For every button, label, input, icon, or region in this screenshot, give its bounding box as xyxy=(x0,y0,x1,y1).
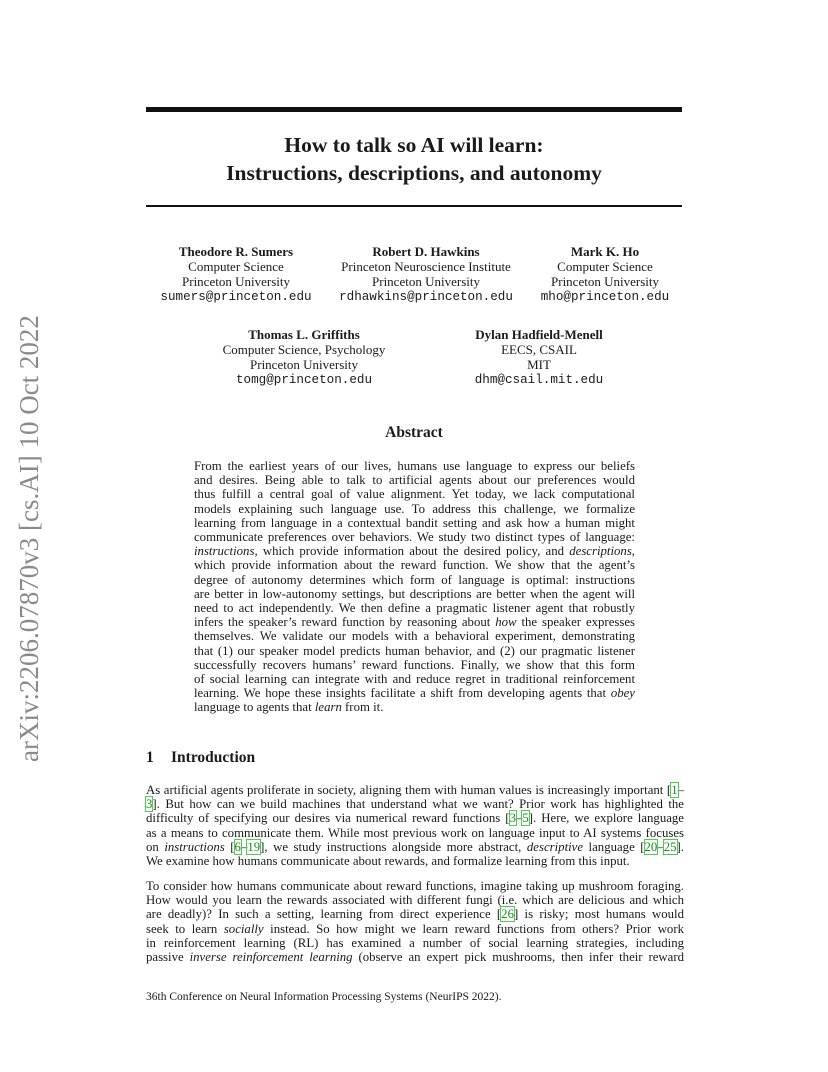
citation-link[interactable]: 5 xyxy=(522,811,529,826)
arxiv-identifier: arXiv:2206.07870v3 [cs.AI] 10 Oct 2022 xyxy=(14,315,44,762)
author-institution: Princeton University xyxy=(250,357,358,373)
author-email[interactable]: rdhawkins@princeton.edu xyxy=(339,289,513,304)
author-affiliation: EECS, CSAIL xyxy=(501,342,577,358)
abstract-line: successfully recovers humans’ reward functions. Finally, we show that this form xyxy=(194,657,635,672)
author-block xyxy=(212,327,396,388)
author-institution: Princeton University xyxy=(372,274,480,290)
top-rule xyxy=(146,107,682,112)
abstract-line: that (1) our speaker model predicts human behavior, and (2) our pragmatic listener xyxy=(194,643,635,658)
abstract-line: of social learning can integrate with and reduce regret in traditional reinforcement xyxy=(194,672,635,687)
paragraph-line: To consider how humans communicate about reward functions, imagine taking up mushroom foraging. xyxy=(146,879,684,893)
author-block xyxy=(154,244,318,305)
paragraph-line: As artificial agents proliferate in society, aligning them with human values is increasingly important [1– xyxy=(146,783,684,797)
citation-link[interactable]: 20 xyxy=(644,839,658,854)
section-heading xyxy=(146,749,255,767)
citation-link[interactable]: 1 xyxy=(671,783,678,797)
abstract-line: and desires. Being able to talk to artificial agents about our preferences would xyxy=(194,473,635,488)
author-affiliation: Computer Science, Psychology xyxy=(222,342,386,358)
citation-link[interactable]: 3 xyxy=(146,797,153,812)
abstract-line: infers the speaker’s reward function by reasoning about how the speaker expresses xyxy=(194,615,635,630)
author-email[interactable]: sumers@princeton.edu xyxy=(160,289,312,304)
paper-title xyxy=(146,131,682,187)
abstract-line: learning from language in a contextual bandit setting and ask how a human might xyxy=(194,515,635,530)
paragraph-line: as a means to communicate them. While most previous work on language input to AI systems focuses xyxy=(146,825,684,840)
author-email[interactable]: dhm@csail.mit.edu xyxy=(474,372,604,387)
paragraph-line: 3]. But how can we build machines that understand what we want? Prior work has highlighted the xyxy=(146,797,684,812)
paragraph-line: on instructions [6–19], we study instructions alongside more abstract, descriptive language [20–25]. xyxy=(146,839,684,854)
paragraph-line: are deadly)? In such a setting, learning from direct experience [26] is risky; most humans would xyxy=(146,907,684,922)
author-affiliation: Computer Science xyxy=(557,259,653,275)
abstract-line: instructions, which provide information about the desired policy, and descriptions, xyxy=(194,544,635,559)
author-block xyxy=(462,327,616,388)
citation-link[interactable]: 25 xyxy=(663,839,677,854)
title-line-1: How to talk so AI will learn: xyxy=(284,133,544,157)
paragraph-line: passive inverse reinforcement learning (observe an expert pick mushrooms, then infer their reward xyxy=(146,950,684,965)
author-name: Theodore R. Sumers xyxy=(178,244,294,259)
author-affiliation: Princeton Neuroscience Institute xyxy=(341,259,511,275)
author-block xyxy=(534,244,676,305)
citation-link[interactable]: 26 xyxy=(501,907,514,922)
author-institution: Princeton University xyxy=(551,274,659,290)
intro-paragraph xyxy=(146,783,684,868)
author-institution: MIT xyxy=(527,357,551,373)
author-affiliation: Computer Science xyxy=(188,259,284,275)
section-number: 1 xyxy=(146,749,154,766)
author-name: Mark K. Ho xyxy=(570,244,640,259)
abstract-line: are better in low-autonomy settings, but descriptions are better when the agent will xyxy=(194,586,635,601)
abstract-line: themselves. We validate our models with a behavioral experiment, demonstrating xyxy=(194,629,635,644)
paragraph-line: in reinforcement learning (RL) has examined a number of social learning strategies, including xyxy=(146,935,684,950)
abstract-line: need to act independently. We then define a pragmatic listener agent that robustly xyxy=(194,601,635,616)
paragraph-line: seek to learn socially instead. So how might we learn reward functions from others? Prior work xyxy=(146,921,684,936)
author-email[interactable]: mho@princeton.edu xyxy=(540,289,670,304)
abstract-line: From the earliest years of our lives, humans use language to express our beliefs xyxy=(194,459,635,473)
abstract-line: learning. We hope these insights facilitate a shift from developing agents that obey xyxy=(194,686,635,701)
abstract-line: communicate preferences over behaviors. We study two distinct types of language: xyxy=(194,530,635,545)
conference-footnote: 36th Conference on Neural Information Processing Systems (NeurIPS 2022). xyxy=(146,991,502,1003)
author-name: Thomas L. Griffiths xyxy=(248,327,360,342)
title-line-2: Instructions, descriptions, and autonomy xyxy=(226,161,602,185)
abstract-heading: Abstract xyxy=(385,424,443,441)
abstract-line: models explaining such language use. To address this challenge, we formalize xyxy=(194,501,635,516)
abstract-line: thus fulfill a central goal of value alignment. Yet today, we lack computational xyxy=(194,487,635,502)
citation-link[interactable]: 3 xyxy=(509,811,516,826)
section-title: Introduction xyxy=(171,749,256,766)
paragraph-line: How would you learn the rewards associated with different fungi (i.e. which are delicious and which xyxy=(146,893,684,908)
author-name: Dylan Hadfield-Menell xyxy=(475,327,603,342)
citation-link[interactable]: 6 xyxy=(234,839,241,854)
author-name: Robert D. Hawkins xyxy=(372,244,480,259)
paragraph-line: We examine how humans communicate about rewards, and formalize learning from this input. xyxy=(146,854,630,869)
paragraph-line: difficulty of specifying our desires via numerical reward functions [3–5]. Here, we explore language xyxy=(146,811,684,826)
author-email[interactable]: tomg@princeton.edu xyxy=(235,372,373,387)
abstract-line: degree of autonomy determines which form of language is optimal: instructions xyxy=(194,572,635,587)
author-block xyxy=(330,244,522,305)
author-institution: Princeton University xyxy=(182,274,290,290)
abstract-line: which provide information about the reward function. We show that the agent’s xyxy=(194,558,635,573)
intro-paragraph xyxy=(146,879,684,964)
abstract-body xyxy=(194,459,635,715)
citation-link[interactable]: 19 xyxy=(247,839,261,854)
title-rule xyxy=(146,205,682,207)
abstract-line: language to agents that learn from it. xyxy=(194,700,384,715)
